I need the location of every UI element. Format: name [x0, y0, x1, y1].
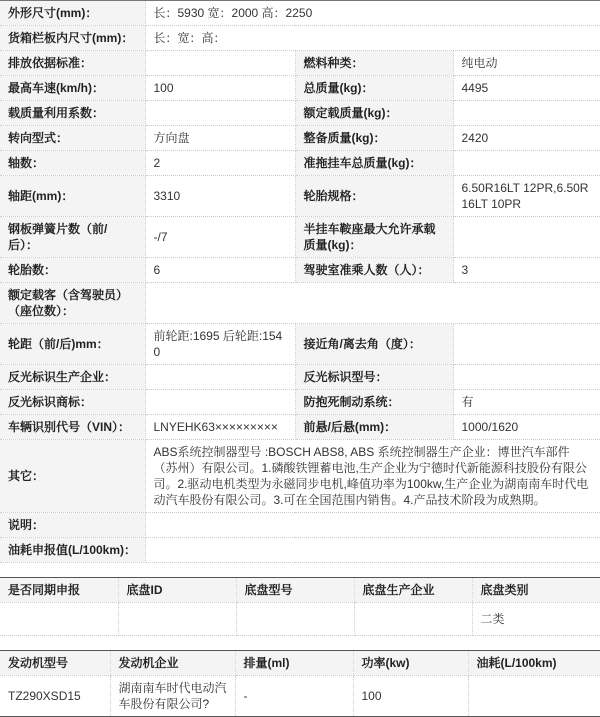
spec-label: 货箱栏板内尺寸(mm)： [0, 26, 145, 51]
spec-label: 接近角/离去角（度）： [295, 324, 453, 365]
spec-value: 6 [145, 258, 295, 283]
engine-cell: 100 [353, 676, 468, 717]
spec-label: 总质量(kg)： [295, 76, 453, 101]
spec-label: 防抱死制动系统： [295, 390, 453, 415]
spec-value [453, 151, 600, 176]
spec-value [453, 101, 600, 126]
engine-table-head [0, 651, 600, 676]
spec-label: 外形尺寸(mm)： [0, 1, 145, 26]
spec-label: 轮胎数： [0, 258, 145, 283]
spec-value: 1000/1620 [453, 415, 600, 440]
spec-row [0, 283, 600, 324]
spec-label: 反光标识型号： [295, 365, 453, 390]
chassis-header-row [0, 578, 600, 603]
spec-value [145, 390, 295, 415]
spec-value [145, 283, 600, 324]
spec-row [0, 151, 600, 176]
spec-label: 额定载质量(kg)： [295, 101, 453, 126]
chassis-cell [0, 603, 118, 636]
spec-label: 轴距(mm)： [0, 176, 145, 217]
spec-label: 前悬/后悬(mm)： [295, 415, 453, 440]
spec-label: 准拖挂车总质量(kg)： [295, 151, 453, 176]
spec-value [145, 513, 600, 538]
spec-label: 半挂车鞍座最大允许承载质量(kg)： [295, 217, 453, 258]
chassis-cell: 二类 [472, 603, 600, 636]
engine-table [0, 650, 600, 717]
spec-row [0, 26, 600, 51]
spec-label: 油耗申报值(L/100km)： [0, 538, 145, 563]
chassis-data-row [0, 603, 600, 636]
spec-label: 说明： [0, 513, 145, 538]
spec-value: 3310 [145, 176, 295, 217]
engine-table-body [0, 676, 600, 717]
spec-row [0, 217, 600, 258]
spec-value: 长：宽：高： [145, 26, 600, 51]
chassis-column-header: 底盘生产企业 [354, 578, 472, 603]
chassis-cell [354, 603, 472, 636]
spec-label: 轮胎规格： [295, 176, 453, 217]
engine-column-header: 发动机企业 [110, 651, 235, 676]
spec-value: LNYEHK63××××××××× [145, 415, 295, 440]
engine-header-row [0, 651, 600, 676]
engine-column-header: 功率(kw) [353, 651, 468, 676]
spec-value: 2420 [453, 126, 600, 151]
spec-value: 100 [145, 76, 295, 101]
spec-value: 纯电动 [453, 51, 600, 76]
spec-value [453, 365, 600, 390]
chassis-column-header: 底盘ID [118, 578, 236, 603]
engine-data-row [0, 676, 600, 717]
spec-value [453, 217, 600, 258]
spec-label: 载质量利用系数： [0, 101, 145, 126]
spec-value: -/7 [145, 217, 295, 258]
chassis-table-body [0, 603, 600, 636]
spec-value: 2 [145, 151, 295, 176]
chassis-column-header: 底盘型号 [236, 578, 354, 603]
engine-cell [468, 676, 600, 717]
spec-row [0, 538, 600, 563]
spec-value: 有 [453, 390, 600, 415]
spec-label: 转向型式： [0, 126, 145, 151]
engine-cell: TZ290XSD15 [0, 676, 110, 717]
chassis-column-header: 是否同期申报 [0, 578, 118, 603]
spec-value: 方向盘 [145, 126, 295, 151]
engine-cell: - [235, 676, 353, 717]
spec-row [0, 76, 600, 101]
spec-row [0, 365, 600, 390]
spec-label: 轴数： [0, 151, 145, 176]
spec-label: 钢板弹簧片数（前/后）： [0, 217, 145, 258]
spec-value [145, 538, 600, 563]
spec-row [0, 513, 600, 538]
spec-row [0, 176, 600, 217]
spec-row [0, 51, 600, 76]
chassis-table [0, 577, 600, 636]
spec-value: 6.50R16LT 12PR,6.50R16LT 10PR [453, 176, 600, 217]
spec-row [0, 324, 600, 365]
spec-label: 反光标识商标： [0, 390, 145, 415]
vehicle-spec-table-body [0, 1, 600, 563]
spec-value: 4495 [453, 76, 600, 101]
spec-label: 燃料种类： [295, 51, 453, 76]
spec-label: 最高车速(km/h)： [0, 76, 145, 101]
spec-value [453, 324, 600, 365]
spec-value [145, 365, 295, 390]
spec-value [145, 51, 295, 76]
spec-value [145, 101, 295, 126]
spec-label: 驾驶室准乘人数（人）： [295, 258, 453, 283]
spec-row [0, 126, 600, 151]
engine-column-header: 排量(ml) [235, 651, 353, 676]
chassis-cell [118, 603, 236, 636]
spec-label: 车辆识别代号（VIN）： [0, 415, 145, 440]
spec-row [0, 258, 600, 283]
spec-label: 其它： [0, 440, 145, 513]
spec-label: 反光标识生产企业： [0, 365, 145, 390]
engine-column-header: 发动机型号 [0, 651, 110, 676]
spec-row [0, 101, 600, 126]
spec-label: 整备质量(kg)： [295, 126, 453, 151]
engine-cell: 湖南南车时代电动汽车股份有限公司? [110, 676, 235, 717]
spec-row [0, 1, 600, 26]
spec-value: ABS系统控制器型号 :BOSCH ABS8, ABS 系统控制器生产企业：博世汽车部件（苏州）有限公司。1.磷酸铁锂蓄电池,生产企业为宁德时代新能源科技股份有限公司。2.驱动电机类型为永磁同步电机,峰值功率为100kw,生产企业为湖南南车时代电动汽车股份有限公司。3.可在全国范围内销售。4.产品技术阶段为成熟期。 [145, 440, 600, 513]
spec-value: 前轮距:1695 后轮距:1540 [145, 324, 295, 365]
spec-value: 3 [453, 258, 600, 283]
spec-label: 额定载客（含驾驶员）（座位数）： [0, 283, 145, 324]
chassis-table-head [0, 578, 600, 603]
chassis-column-header: 底盘类别 [472, 578, 600, 603]
chassis-cell [236, 603, 354, 636]
spec-value: 长：5930 宽：2000 高：2250 [145, 1, 600, 26]
spec-row [0, 390, 600, 415]
spec-row [0, 415, 600, 440]
spec-row [0, 440, 600, 513]
spec-label: 排放依据标准： [0, 51, 145, 76]
spec-label: 轮距（前/后)mm： [0, 324, 145, 365]
engine-column-header: 油耗(L/100km) [468, 651, 600, 676]
